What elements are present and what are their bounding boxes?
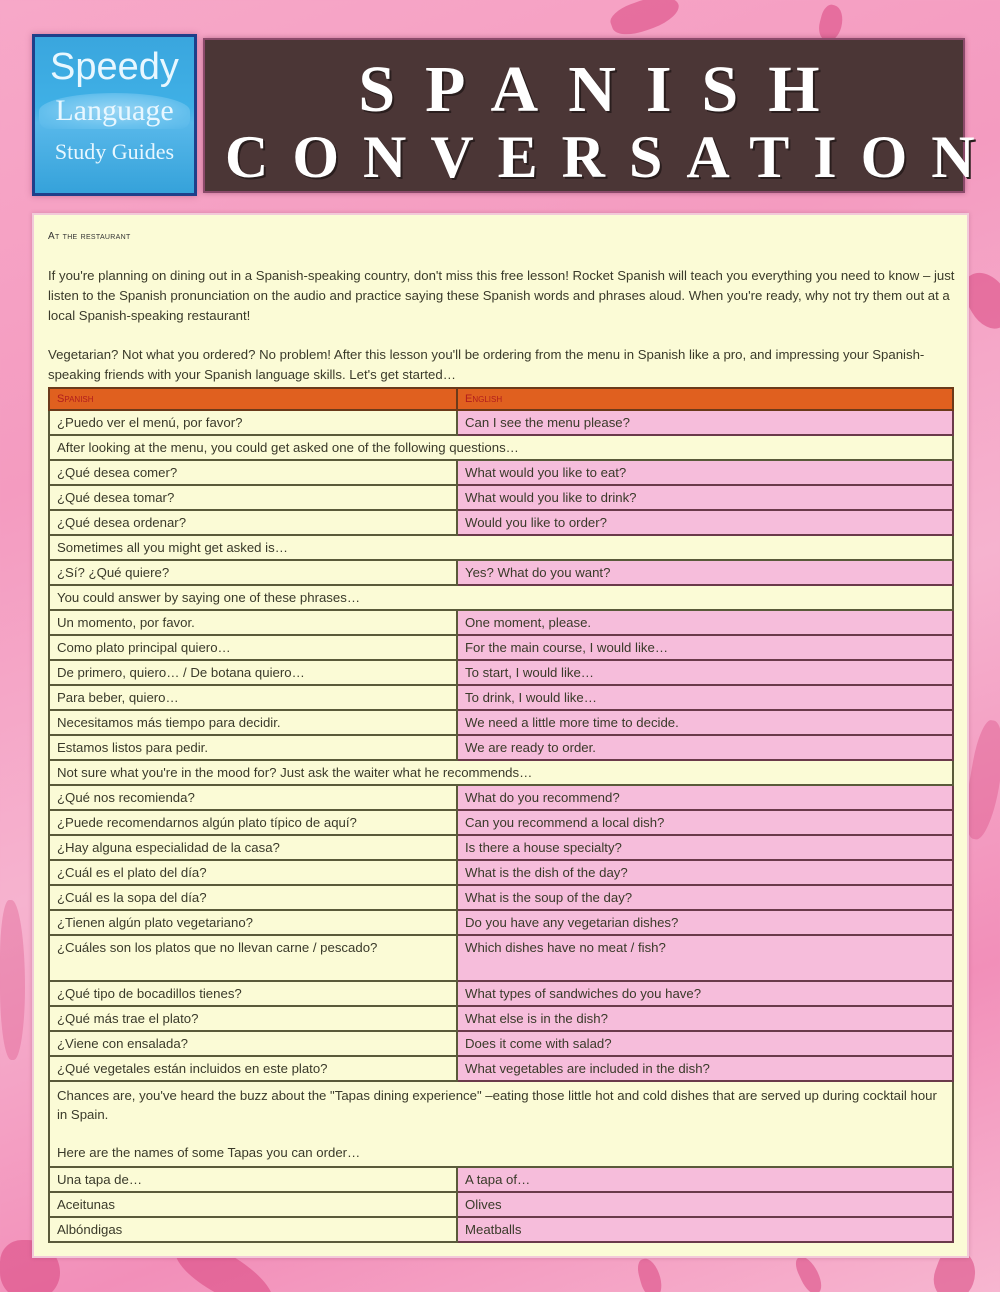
spanish-cell: Albóndigas <box>49 1217 457 1242</box>
table-row <box>49 485 953 510</box>
spanish-cell: De primero, quiero… / De botana quiero… <box>49 660 457 685</box>
spanish-cell: ¿Cuál es la sopa del día? <box>49 885 457 910</box>
english-cell: A tapa of… <box>457 1167 953 1192</box>
floral-decoration <box>635 1256 665 1292</box>
table-row <box>49 935 953 981</box>
table-row <box>49 510 953 535</box>
spanish-cell: ¿Cuál es el plato del día? <box>49 860 457 885</box>
title-line-2: CONVERSATION <box>225 124 999 190</box>
english-cell: Yes? What do you want? <box>457 560 953 585</box>
table-row <box>49 735 953 760</box>
english-cell: What types of sandwiches do you have? <box>457 981 953 1006</box>
table-row <box>49 685 953 710</box>
spanish-cell: ¿Qué vegetales están incluidos en este plato? <box>49 1056 457 1081</box>
spanish-cell: ¿Puede recomendarnos algún plato típico de aquí? <box>49 810 457 835</box>
table-row <box>49 910 953 935</box>
note-cell: You could answer by saying one of these phrases… <box>49 585 953 610</box>
content-card <box>32 213 969 1258</box>
table-header-row <box>49 388 953 410</box>
english-cell: Does it come with salad? <box>457 1031 953 1056</box>
table-row <box>49 810 953 835</box>
spanish-cell: Necesitamos más tiempo para decidir. <box>49 710 457 735</box>
english-cell: What is the soup of the day? <box>457 885 953 910</box>
tapas-list-intro: Here are the names of some Tapas you can order… <box>57 1145 361 1160</box>
table-row <box>49 610 953 635</box>
table-note-row <box>49 535 953 560</box>
spanish-cell: ¿Cuáles son los platos que no llevan carne / pescado? <box>49 935 457 981</box>
table-note-row <box>49 435 953 460</box>
table-note-row <box>49 585 953 610</box>
spanish-cell: Aceitunas <box>49 1192 457 1217</box>
english-cell: Olives <box>457 1192 953 1217</box>
note-cell: After looking at the menu, you could get asked one of the following questions… <box>49 435 953 460</box>
intro-paragraph: Vegetarian? Not what you ordered? No problem! After this lesson you'll be ordering from the menu in Spanish like a pro, and impressing your Spanish-speaking friends with your Spanish language skills. Let's get started… <box>48 347 925 382</box>
table-note-row <box>49 760 953 785</box>
floral-decoration <box>607 0 683 41</box>
spanish-cell: ¿Sí? ¿Qué quiere? <box>49 560 457 585</box>
logo-line-study-guides: Study Guides <box>54 139 175 164</box>
spanish-cell: Un momento, por favor. <box>49 610 457 635</box>
table-row <box>49 1056 953 1081</box>
note-cell: Sometimes all you might get asked is… <box>49 535 953 560</box>
tapas-note-cell <box>49 1081 953 1167</box>
english-cell: Can I see the menu please? <box>457 410 953 435</box>
english-cell: Can you recommend a local dish? <box>457 810 953 835</box>
english-cell: What is the dish of the day? <box>457 860 953 885</box>
logo-line-language: Language <box>39 93 190 129</box>
english-cell: What do you recommend? <box>457 785 953 810</box>
table-row <box>49 660 953 685</box>
english-cell: We need a little more time to decide. <box>457 710 953 735</box>
spanish-cell: Como plato principal quiero… <box>49 635 457 660</box>
english-cell: For the main course, I would like… <box>457 635 953 660</box>
english-cell: We are ready to order. <box>457 735 953 760</box>
table-row <box>49 1192 953 1217</box>
table-row <box>49 635 953 660</box>
english-cell: What vegetables are included in the dish? <box>457 1056 953 1081</box>
spanish-cell: ¿Qué más trae el plato? <box>49 1006 457 1031</box>
table-note-row <box>49 1081 953 1167</box>
table-row <box>49 1006 953 1031</box>
column-header-english: English <box>457 388 953 410</box>
table-row <box>49 885 953 910</box>
english-cell: Meatballs <box>457 1217 953 1242</box>
english-cell: Which dishes have no meat / fish? <box>457 935 953 981</box>
phrase-table <box>48 387 954 1243</box>
spanish-cell: ¿Qué desea ordenar? <box>49 510 457 535</box>
spanish-cell: Para beber, quiero… <box>49 685 457 710</box>
intro-paragraph: If you're planning on dining out in a Spanish-speaking country, don't miss this free lesson! Rocket Spanish will teach you everything you need to know – just listen to the Spanish pronunciation on the audio and practice saying these Spanish words and phrases aloud. When you're ready, why not try them out at a local Spanish-speaking restaurant! <box>48 268 955 323</box>
spanish-cell: ¿Qué tipo de bocadillos tienes? <box>49 981 457 1006</box>
english-cell: To drink, I would like… <box>457 685 953 710</box>
spanish-cell: ¿Tienen algún plato vegetariano? <box>49 910 457 935</box>
spanish-cell: Una tapa de… <box>49 1167 457 1192</box>
table-row <box>49 1031 953 1056</box>
spanish-cell: ¿Puedo ver el menú, por favor? <box>49 410 457 435</box>
english-cell: To start, I would like… <box>457 660 953 685</box>
logo-line-speedy: Speedy <box>50 46 179 88</box>
spanish-cell: ¿Qué nos recomienda? <box>49 785 457 810</box>
title-banner <box>203 38 999 193</box>
table-row <box>49 1217 953 1242</box>
table-row <box>49 860 953 885</box>
spanish-cell: ¿Hay alguna especialidad de la casa? <box>49 835 457 860</box>
spacer <box>57 1124 945 1143</box>
table-row <box>49 835 953 860</box>
table-row <box>49 560 953 585</box>
english-cell: Do you have any vegetarian dishes? <box>457 910 953 935</box>
note-cell: Not sure what you're in the mood for? Just ask the waiter what he recommends… <box>49 760 953 785</box>
table-row <box>49 981 953 1006</box>
table-row <box>49 410 953 435</box>
spanish-cell: Estamos listos para pedir. <box>49 735 457 760</box>
english-cell: What would you like to drink? <box>457 485 953 510</box>
column-header-spanish: Spanish <box>49 388 457 410</box>
english-cell: What would you like to eat? <box>457 460 953 485</box>
table-row <box>49 460 953 485</box>
table-row <box>49 1167 953 1192</box>
table-row <box>49 710 953 735</box>
spanish-cell: ¿Qué desea tomar? <box>49 485 457 510</box>
floral-decoration <box>792 1253 825 1292</box>
english-cell: Would you like to order? <box>457 510 953 535</box>
english-cell: One moment, please. <box>457 610 953 635</box>
tapas-intro-text: Chances are, you've heard the buzz about the "Tapas dining experience" –eating those little hot and cold dishes that are served up during cocktail hour in Spain. <box>57 1088 937 1122</box>
table-row <box>49 785 953 810</box>
floral-decoration <box>0 900 25 1060</box>
title-line-1: SPANISH <box>358 53 850 126</box>
section-title: At the restaurant <box>48 231 131 242</box>
brand-logo <box>32 34 197 196</box>
spanish-cell: ¿Qué desea comer? <box>49 460 457 485</box>
english-cell: Is there a house specialty? <box>457 835 953 860</box>
english-cell: What else is in the dish? <box>457 1006 953 1031</box>
spanish-cell: ¿Viene con ensalada? <box>49 1031 457 1056</box>
